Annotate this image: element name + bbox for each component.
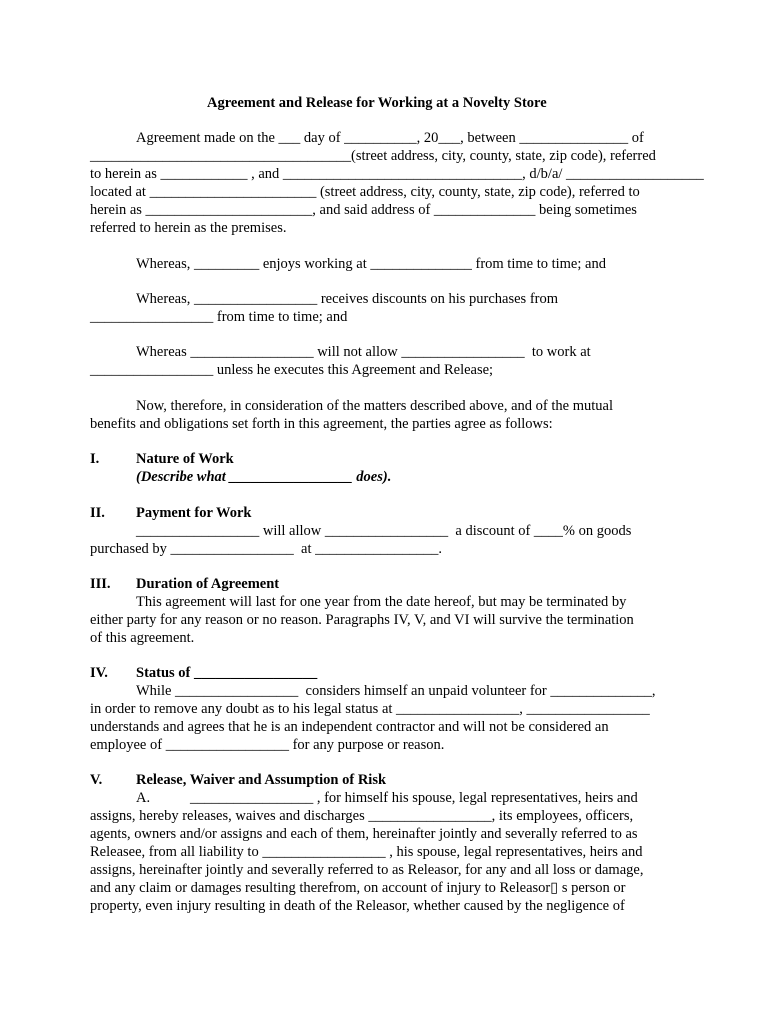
section-4-line-4: employee of _________________ for any purpose or reason. <box>90 737 445 753</box>
whereas-1: Whereas, _________ enjoys working at ______________ from time to time; and <box>136 256 606 272</box>
section-4-heading: Status of _________________ <box>136 665 318 681</box>
section-1-number: I. <box>90 451 100 467</box>
section-3-line-1: This agreement will last for one year from the date hereof, but may be terminated by <box>136 594 627 610</box>
whereas-2-line-1: Whereas, _________________ receives discounts on his purchases from <box>136 291 559 307</box>
section-5-line-4: Releasee, from all liability to _________________ , his spouse, legal representatives, heirs and <box>90 844 643 860</box>
section-3-heading: Duration of Agreement <box>136 576 280 592</box>
section-5-line-1: A. _________________ , for himself his spouse, legal representatives, heirs and <box>136 790 638 806</box>
section-4-number: IV. <box>90 665 108 681</box>
intro-line-5: herein as _______________________, and said address of ______________ being sometimes <box>90 202 637 218</box>
section-2-number: II. <box>90 505 105 521</box>
section-5-line-3: agents, owners and/or assigns and each of them, hereinafter jointly and severally referred to as <box>90 826 638 842</box>
now-therefore-line-1: Now, therefore, in consideration of the matters described above, and of the mutual <box>136 398 613 414</box>
section-5-line-2: assigns, hereby releases, waives and discharges _________________, its employees, officers, <box>90 808 634 824</box>
section-3-line-2: either party for any reason or no reason. Paragraphs IV, V, and VI will survive the termination <box>90 612 634 628</box>
section-5-number: V. <box>90 772 103 788</box>
intro-line-4: located at _______________________ (street address, city, county, state, zip code), referred to <box>90 184 640 200</box>
section-4-line-1: While _________________ considers himself an unpaid volunteer for ______________, <box>136 683 656 699</box>
section-5-heading: Release, Waiver and Assumption of Risk <box>136 772 387 788</box>
section-4-line-2: in order to remove any doubt as to his legal status at _________________, _________________ <box>90 701 650 717</box>
section-5-line-6: and any claim or damages resulting therefrom, on account of injury to Releasor▯ s person or <box>90 880 626 896</box>
now-therefore-line-2: benefits and obligations set forth in this agreement, the parties agree as follows: <box>90 416 553 432</box>
intro-line-6: referred to herein as the premises. <box>90 220 287 236</box>
section-3-number: III. <box>90 576 111 592</box>
intro-line-1: Agreement made on the ___ day of __________, 20___, between _______________ of <box>136 130 644 146</box>
whereas-3-line-2: _________________ unless he executes this Agreement and Release; <box>90 362 494 378</box>
section-1-body: (Describe what _________________ does). <box>136 469 392 485</box>
section-1-heading: Nature of Work <box>136 451 234 467</box>
document-title: Agreement and Release for Working at a Novelty Store <box>207 95 547 111</box>
whereas-2-line-2: _________________ from time to time; and <box>90 309 348 325</box>
section-2-line-2: purchased by _________________ at _________________. <box>90 541 442 557</box>
section-4-line-3: understands and agrees that he is an independent contractor and will not be considered an <box>90 719 609 735</box>
intro-line-3: to herein as ____________ , and _________________________________, d/b/a/ ___________________ <box>90 166 704 182</box>
section-5-line-5: assigns, hereinafter jointly and severally referred to as Releasor, for any and all loss or damage, <box>90 862 644 878</box>
section-3-line-3: of this agreement. <box>90 630 195 646</box>
section-2-heading: Payment for Work <box>136 505 252 521</box>
section-2-line-1: _________________ will allow _________________ a discount of ____% on goods <box>136 523 632 539</box>
whereas-3-line-1: Whereas _________________ will not allow _________________ to work at <box>136 344 591 360</box>
section-5-line-7: property, even injury resulting in death of the Releasor, whether caused by the negligence of <box>90 898 625 914</box>
intro-line-2: ____________________________________(street address, city, county, state, zip code), referred <box>90 148 656 164</box>
